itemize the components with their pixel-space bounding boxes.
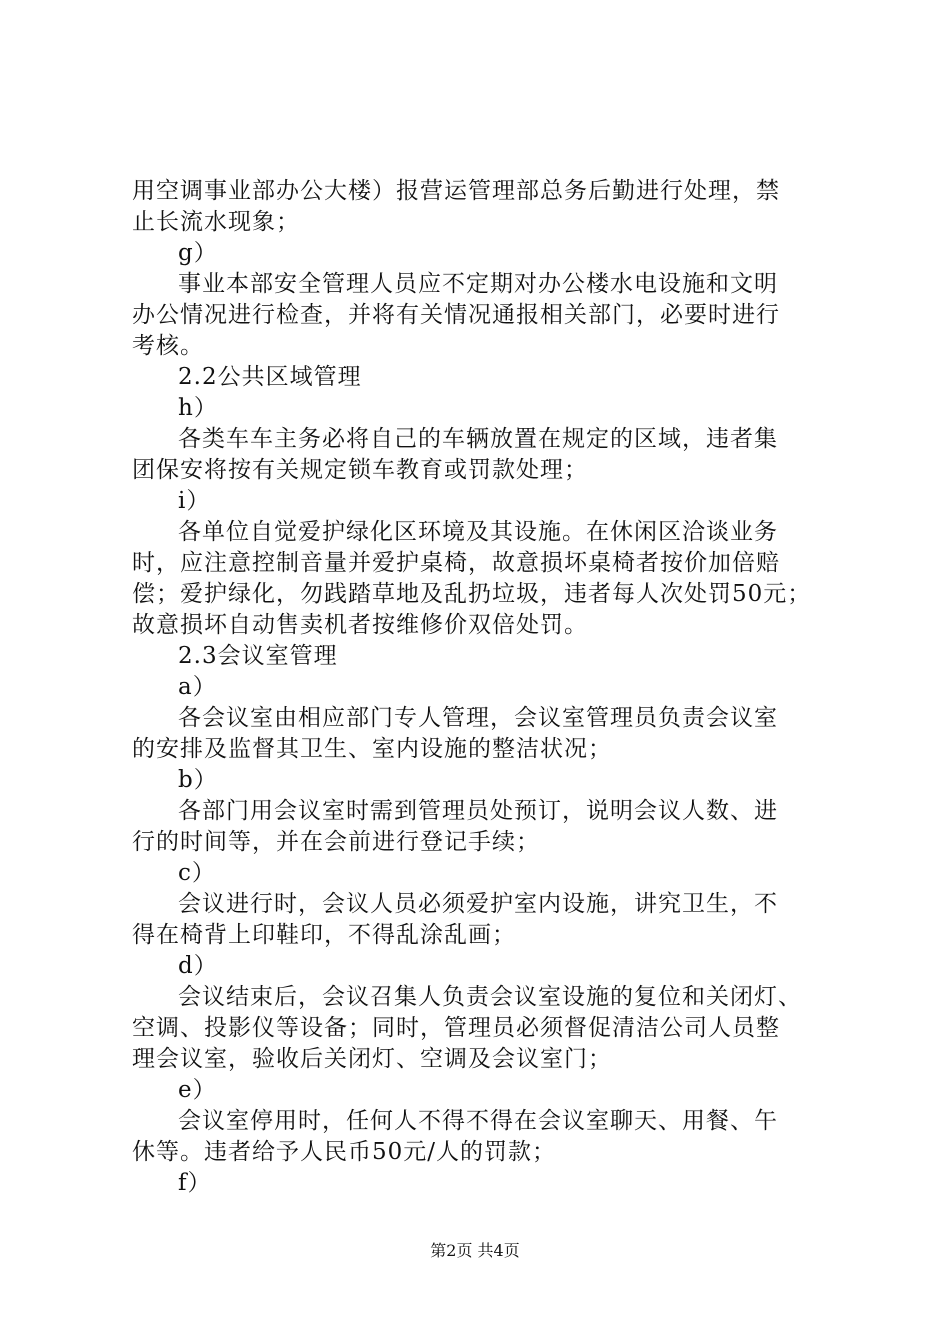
text-line: 行的时间等，并在会前进行登记手续； [132,829,540,855]
text-line: 故意损坏自动售卖机者按维修价双倍处罚。 [132,612,588,638]
text-line: 团保安将按有关规定锁车教育或罚款处理； [132,457,588,483]
text-line: e） [178,1077,217,1103]
text-line: 各类车车主务必将自己的车辆放置在规定的区域，违者集 [178,426,778,452]
text-line: 会议室停用时，任何人不得不得在会议室聊天、用餐、午 [178,1108,778,1134]
text-line: 止长流水现象； [132,209,300,235]
text-line: 时，应注意控制音量并爱护桌椅，故意损坏桌椅者按价加倍赔 [132,550,780,576]
text-line: 休等。违者给予人民币50元/人的罚款； [132,1139,557,1165]
text-line: h） [178,395,218,421]
text-line: b） [178,767,218,793]
document-body [132,176,832,1199]
text-line: 各部门用会议室时需到管理员处预订，说明会议人数、进 [178,798,778,824]
text-line: c） [178,860,216,886]
text-line: a） [178,674,217,700]
text-line: 各单位自觉爱护绿化区环境及其设施。在休闲区洽谈业务 [178,519,778,545]
text-line: 2.3会议室管理 [178,643,338,669]
text-line: d） [178,953,218,979]
text-line: 空调、投影仪等设备；同时，管理员必须督促清洁公司人员整 [132,1015,780,1041]
text-line: 办公情况进行检查，并将有关情况通报相关部门，必要时进行 [132,302,780,328]
text-line: f） [178,1170,212,1196]
text-line: 考核。 [132,333,204,359]
text-line: 理会议室，验收后关闭灯、空调及会议室门； [132,1046,612,1072]
text-line: 2.2公共区域管理 [178,364,362,390]
text-line: 偿；爱护绿化，勿践踏草地及乱扔垃圾，违者每人次处罚50元； [132,581,812,607]
text-line: 用空调事业部办公大楼）报营运管理部总务后勤进行处理，禁 [132,178,780,204]
text-line: 会议结束后，会议召集人负责会议室设施的复位和关闭灯、 [178,984,802,1010]
text-line: 会议进行时，会议人员必须爱护室内设施，讲究卫生，不 [178,891,778,917]
text-line: 的安排及监督其卫生、室内设施的整洁状况； [132,736,612,762]
page-footer: 第2页 共4页 [430,1241,520,1260]
text-line: i） [178,488,211,514]
text-line: g） [178,240,218,266]
text-line: 事业本部安全管理人员应不定期对办公楼水电设施和文明 [178,271,778,297]
text-line: 得在椅背上印鞋印，不得乱涂乱画； [132,922,516,948]
text-line: 各会议室由相应部门专人管理，会议室管理员负责会议室 [178,705,778,731]
